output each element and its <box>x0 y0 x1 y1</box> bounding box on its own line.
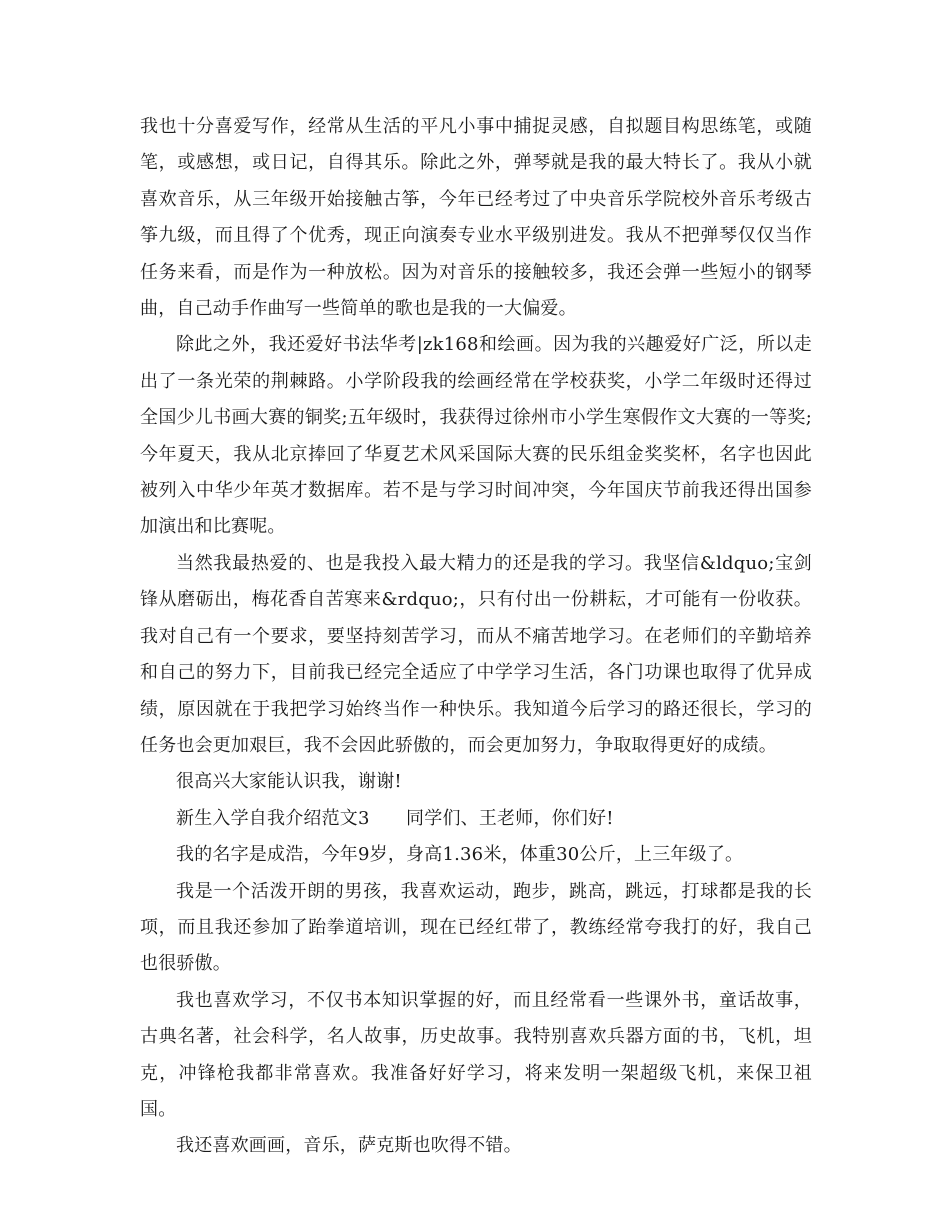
paragraph-study: 当然我最热爱的、也是我投入最大精力的还是我的学习。我坚信&ldquo;宝剑锋从磨砺出，梅花香自苦寒来&rdquo;，只有付出一份耕耘，才可能有一份收获。我对自己有一个要求，要坚持刻苦学习，而从不痛苦地学习。在老师们的辛勤培养和自己的努力下，目前我已经完全适应了中学学习生活，各门功课也取得了优异成绩，原因就在于我把学习始终当作一种快乐。我知道今后学习的路还很长，学习的任务也会更加艰巨，我不会因此骄傲的，而会更加努力，争取取得更好的成绩。 <box>140 552 812 756</box>
paragraph-writing-and-guzheng: 我也十分喜爱写作，经常从生活的平凡小事中捕捉灵感，自拟题目构思练笔，或随笔，或感想，或日记，自得其乐。除此之外，弹琴就是我的最大特长了。我从小就喜欢音乐，从三年级开始接触古筝，今年已经考过了中央音乐学院校外音乐考级古筝九级，而且得了个优秀，现正向演奏专业水平级别进发。我从不把弹琴仅仅当作任务来看，而是作为一种放松。因为对音乐的接触较多，我还会弹一些短小的钢琴曲，自己动手作曲写一些简单的歌也是我的一大偏爱。 <box>140 116 812 320</box>
paragraph-calligraphy-and-painting: 除此之外，我还爱好书法华考|zk168和绘画。因为我的兴趣爱好广泛，所以走出了一条光荣的荆棘路。小学阶段我的绘画经常在学校获奖，小学二年级时还得过全国少儿书画大赛的铜奖;五年级时，我获得过徐州市小学生寒假作文大赛的一等奖;今年夏天，我从北京捧回了华夏艺术风采国际大赛的民乐组金奖奖杯，名字也因此被列入中华少年英才数据库。若不是与学习时间冲突，今年国庆节前我还得出国参加演出和比赛呢。 <box>140 334 812 538</box>
paragraph-sports: 我是一个活泼开朗的男孩，我喜欢运动，跑步，跳高，跳远，打球都是我的长项，而且我还参加了跆拳道培训，现在已经红带了，教练经常夸我打的好，我自己也很骄傲。 <box>140 880 812 975</box>
document-page <box>140 109 812 1165</box>
paragraph-music: 我还喜欢画画，音乐，萨克斯也吹得不错。 <box>176 1135 522 1157</box>
paragraph-name-and-age: 我的名字是成浩，今年9岁，身高1.36米，体重30公斤，上三年级了。 <box>176 844 744 866</box>
paragraph-reading: 我也喜欢学习，不仅书本知识掌握的好，而且经常看一些课外书，童话故事，古典名著，社会科学，名人故事，历史故事。我特别喜欢兵器方面的书，飞机，坦克，冲锋枪我都非常喜欢。我准备好好学习，将来发明一架超级飞机，来保卫祖国。 <box>140 989 812 1120</box>
paragraph-sample-3-heading: 新生入学自我介绍范文3 同学们、王老师，你们好! <box>176 807 614 829</box>
paragraph-thanks: 很高兴大家能认识我，谢谢! <box>176 771 402 793</box>
